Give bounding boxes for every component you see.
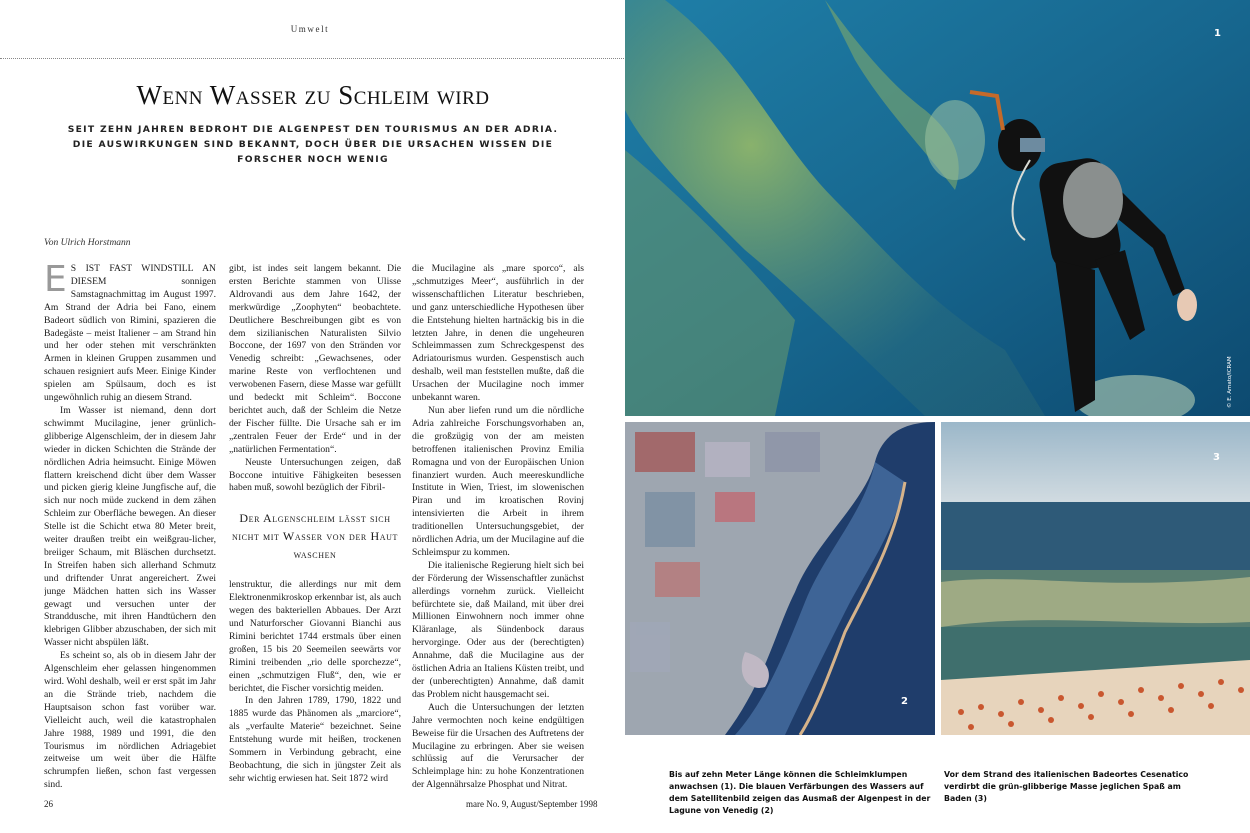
beach-illustration	[941, 422, 1250, 735]
photo-number-1: 1	[1214, 28, 1221, 39]
text-column-2	[229, 263, 401, 791]
paragraph: gibt, ist indes seit langem bekannt. Die ersten Berichte stammen von Ulisse Aldrovandi aus dem Jahre 1642, der merkwürdige „Zoophyten“ beobachtete. Deutlichere Beschreibungen gibt es von dem sizilianischen Naturalisten Silvio Boccone, der 1697 von den Stränden vor Venedig schreibt: „Gewachsenes, oder marine Reste von verflochtenen und verwobenen Fasern, diese Masse war gefüllt und bedeckt mit Schleim“. Boccone berichtet auch, daß der Schleim die Netze der Fischer füllte. Die Ursache sah er im „zentralen Feuer der Erde“ und in der „natürlichen Fermentation“.	[229, 263, 401, 455]
paragraph: die Mucilagine als „mare sporco“, als „schmutziges Meer“, ausführlich in der wissenschaftlichen Literatur beschrieben, und ganz unterschiedliche Hypothesen über die Entstehung hielten hartnäckig bis in die letzten Jahre, in denen die ungeheuren Schleimmassen zum Schreckgespenst des Adriatourismus wurden. Gespenstisch auch deshalb, weil man feststellen mußte, daß die Ursachen der Mucilagine noch immer unbekannt waren.	[412, 263, 584, 404]
header-rule	[0, 58, 624, 59]
caption-right: Vor dem Strand des italienischen Badeortes Cesenatico verdirbt die grün-glibberige Masse jeglichen Spaß am Baden (3)	[944, 770, 1189, 803]
pull-quote: Der Algenschleim lässt sich nicht mit Wasser von der Haut waschen	[232, 511, 398, 562]
text-column-3	[412, 263, 584, 791]
paragraph: In den Jahren 1789, 1790, 1822 und 1885 wurde das Phänomen als „marciore“, als „verfaulte Materie“ bezeichnet. Seine Entstehung wurde mit heißen, trockenen Sommern in Verbindung gebracht, eine Beobachtung, die sich in jüngster Zeit als sehr wichtig erwiesen hat. Seit 1872 wird	[229, 695, 401, 784]
magazine-issue: mare No. 9, August/September 1998	[466, 799, 598, 809]
paragraph: Es scheint so, als ob in diesem Jahr der Algenschleim eher gelassen hingenommen wird. Wohl deshalb, weil er erst spät im Jahr an die Strände trieb, nachdem die Hauptsaison schon fast vorüber war. Vielleicht auch, weil die katastrophalen Jahre 1988, 1989 und 1991, die den Tourismus im nördlichen Adriagebiet zeitweise um weit über die Hälfte schrumpfen ließen, schon fast vergessen sind.	[44, 650, 216, 791]
paragraph: sonnigen Samstagnachmittag im August 1997. Am Strand der Adria bei Fano, einem Badeort südlich von Rimini, spazieren die Badegäste – meist Italiener – am Strand hin und her oder stehen mit verschränkten Armen in kleinen Gruppen zusammen und schauen resigniert aufs Meer. Einige Kinder spielen am Spülsaum, doch es ist ungewöhnlich ruhig an diesem Strand.	[44, 275, 216, 404]
paragraph: Nun aber liefen rund um die nördliche Adria zahlreiche Forschungsvorhaben an, die großzügig von der am meisten betroffenen italienischen Provinz Emilia Romagna und von der Europäischen Union finanziert wurden. Auch meereskundliche Institute in Wien, Triest, im slowenischen Piran und im kroatischen Rovinj intensivierten die Arbeit in ihrem traditionellen Untersuchungsgebiet, der nördlichen Adria, um der Mucilagine auf die Schleimspur zu kommen.	[412, 404, 584, 558]
lead-caps: S IST FAST WINDSTILL AN DIESEM	[70, 263, 216, 287]
satellite-illustration	[625, 422, 935, 735]
drop-cap: E	[44, 263, 67, 300]
photo-beach-cesenatico	[941, 422, 1250, 735]
paragraph: Auch die Untersuchungen der letzten Jahre vermochten noch keine endgültigen Beweise für die Ursachen des Auftretens der Mucilagine zu erbringen. Aber sie weisen schlüssig auf die Verursacher der Schleimplage hin: zu hohe Konzentrationen der Algennährsalze Phosphat und Nitrat.	[412, 701, 584, 791]
photo-diver-underwater	[625, 0, 1250, 416]
photo-credit: © E. Amato/ICRAM	[1227, 356, 1233, 408]
photo-number-2: 2	[901, 696, 908, 707]
photo-satellite-venice	[625, 422, 935, 735]
page-number: 26	[44, 799, 53, 809]
lead-paragraph	[44, 263, 216, 405]
article-subtitle: SEIT ZEHN JAHREN BEDROHT DIE ALGENPEST DEN TOURISMUS AN DER ADRIA. DIE AUSWIRKUNGEN SIND BEKANNT, DOCH ÜBER DIE URSACHEN WISSEN DIE FORSCHER NOCH WENIG	[67, 124, 559, 165]
paragraph: Die italienische Regierung hielt sich bei der Förderung der Wissenschaftler zunächst allerdings vornehm zurück. Vielleicht befürchtete sie, daß Mailand, mit über drei Millionen Einwohnern noch immer ohne Kläranlage, als Sündenbock daraus hervorginge. Oder aus der (berechtigten) Annahme, daß die Mucilagine aus der östlichen Adria an Italiens Küsten treibt, und der (unberechtigten) Annahme, daß damit das Problem nicht hausgemacht sei.	[412, 559, 584, 700]
section-label: Umwelt	[290, 24, 330, 34]
paragraph: lenstruktur, die allerdings nur mit dem Elektronenmikroskop erkennbar ist, als auch wegen des bakteriellen Abbaues. Der Arzt und Naturforscher Giovanni Bianchi aus Rimini berichtet 1744 erstmals über einen großen, 15 bis 20 Seemeilen seewärts vor Rimini treibenden „rio delle sporchezze“, einen „schmutzigen Fluß“, den, wie er berichtet, die Fischer vorsichtig meiden.	[229, 579, 401, 694]
paragraph: Neuste Untersuchungen zeigen, daß Boccone intuitive Fähigkeiten besessen haben muß, sowohl bezüglich der Fibril-	[229, 456, 401, 494]
diver-illustration	[625, 0, 1250, 416]
paragraph: Im Wasser ist niemand, denn dort schwimmt Mucilagine, jener grünlich-glibberige Algenschleim, der in diesem Jahr wieder in dicken Schichten die Strände der nördlichen Adria heimsucht. Einige Möwen flattern kreischend dicht über dem Wasser und picken gierig kleine Jungfische auf, die sich nur noch müde zuckend in dem zähen Schleim zur Oberfläche bewegen. An dieser Stelle ist die Schicht etwa 80 Meter breit, weiter draußen treibt ein weißgrau-licher, breiiger Schaum, mit Bläschen durchsetzt. In Streifen haben sich allerhand Schmutz und driftender Unrat angereichert. Zwei junge Mädchen hatten sich ins Wasser gewagt und versuchen unter der Stranddusche, mit ihren Handtüchern den klebrigen Glibber abzuschaben, der sich mit Wasser nicht abspülen läßt.	[44, 404, 216, 649]
text-column-1	[44, 263, 216, 791]
article-title: Wenn Wasser zu Schleim wird	[136, 80, 490, 110]
caption-left: Bis auf zehn Meter Länge können die Schleimklumpen anwachsen (1). Die blauen Verfärbungen des Wassers auf dem Satellitenbild zeigen das Ausmaß der Algenpest in der Lagune von Venedig (2)	[669, 770, 931, 815]
byline: Von Ulrich Horstmann	[44, 238, 131, 248]
photo-number-3: 3	[1213, 452, 1220, 463]
